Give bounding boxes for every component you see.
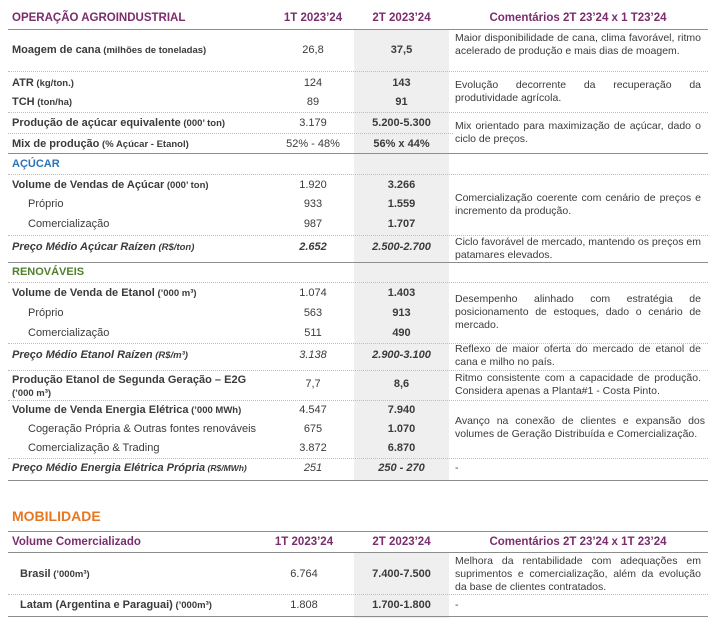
row-moagem-v1: 26,8 — [302, 44, 324, 56]
row-divider — [8, 594, 708, 595]
mob-header-divider — [8, 552, 708, 553]
mob-latam-v2: 1.700-1.800 — [372, 599, 431, 611]
section-divider — [8, 262, 708, 263]
acucar-proprio-label: Próprio — [28, 198, 64, 210]
comment-atr: Evolução decorrente da recuperação da produtividade agrícola. — [455, 79, 701, 104]
row-moagem-v2: 37,5 — [390, 44, 413, 56]
etanol-proprio-v1: 563 — [303, 307, 323, 319]
mob-top-divider — [8, 531, 708, 532]
section-renovaveis-title: RENOVÁVEIS — [12, 266, 85, 278]
etanol-volume-v2: 1.403 — [387, 287, 416, 299]
mob-header-title: Volume Comercializado — [12, 536, 141, 548]
acucar-volume-label: Volume de Vendas de Açúcar (000’ ton) — [12, 179, 209, 191]
row-producao-label: Produção de açúcar equivalente (000’ ton) — [12, 117, 226, 129]
comment-moagem: Maior disponibilidade de cana, clima favorável, ritmo acelerado de produção e mais dias de moagem. — [455, 32, 701, 57]
acucar-proprio-v1: 933 — [303, 198, 323, 210]
etanol-volume-v1: 1.074 — [299, 287, 327, 299]
acucar-proprio-v2: 1.559 — [387, 198, 416, 210]
row-divider — [8, 400, 708, 401]
mob-col1-header: 1T 2023’24 — [274, 536, 334, 548]
energia-volume-v2: 7.940 — [387, 404, 416, 416]
trading-v2: 6.870 — [387, 442, 416, 454]
table-bottom-divider — [8, 480, 708, 481]
etanol-volume-label: Volume de Venda de Etanol (’000 m³) — [12, 287, 197, 299]
comments-header: Comentários 2T 23’24 x 1 T23’24 — [489, 12, 667, 24]
row-atr-label: ATR (kg/ton.) — [12, 77, 74, 89]
e2g-label: Produção Etanol de Segunda Geração – E2G (’000 m³) — [12, 374, 247, 399]
header-divider — [8, 29, 708, 30]
section-divider — [8, 153, 708, 154]
cogeracao-label: Cogeração Própria & Outras fontes renováveis — [28, 423, 257, 435]
energia-volume-label: Volume de Venda Energia Elétrica (’000 MWh) — [12, 404, 242, 416]
mob-comment-latam: - — [455, 599, 459, 611]
etanol-proprio-v2: 913 — [392, 307, 411, 319]
etanol-preco-v2: 2.900-3.100 — [372, 349, 431, 361]
row-tch-v1: 89 — [306, 96, 320, 108]
comment-e2g: Ritmo consistente com a capacidade de produção. Considera apenas a Planta#1 - Costa Pinto. — [455, 372, 701, 397]
row-divider — [8, 458, 708, 459]
etanol-preco-v1: 3.138 — [299, 349, 327, 361]
row-divider — [8, 71, 708, 72]
row-divider — [8, 112, 708, 113]
cogeracao-v1: 675 — [303, 423, 323, 435]
acucar-preco-label: Preço Médio Açúcar Raízen (R$/ton) — [12, 241, 195, 253]
col2-header: 2T 2023’24 — [372, 12, 431, 24]
row-mix-label: Mix de produção (% Açúcar - Etanol) — [12, 138, 189, 150]
mob-brasil-v1: 6.764 — [290, 568, 318, 580]
row-mix-v2: 56% x 44% — [373, 138, 430, 150]
row-producao-v2: 5.200-5.300 — [372, 117, 431, 129]
row-divider — [8, 174, 708, 175]
etanol-comerc-v2: 490 — [392, 327, 411, 339]
row-divider — [8, 282, 708, 283]
comment-etanol: Desempenho alinhado com estratégia de posicionamento de estoques, dado o cenário de mercado. — [455, 293, 701, 331]
mob-latam-label: Latam (Argentina e Paraguai) (’000m³) — [20, 599, 212, 611]
energia-preco-v1: 251 — [303, 462, 323, 474]
mob-brasil-v2: 7.400-7.500 — [372, 568, 431, 580]
etanol-preco-label: Preço Médio Etanol Raízen (R$/m³) — [12, 349, 188, 361]
trading-v1: 3.872 — [299, 442, 327, 454]
agro-title: OPERAÇÃO AGROINDUSTRIAL — [12, 12, 186, 24]
cogeracao-v2: 1.070 — [387, 423, 416, 435]
energia-preco-label: Preço Médio Energia Elétrica Própria (R$/MWh) — [12, 462, 247, 474]
mob-latam-v1: 1.808 — [290, 599, 318, 611]
row-atr-v2: 143 — [392, 77, 411, 89]
acucar-volume-v2: 3.266 — [387, 179, 416, 191]
row-moagem-label: Moagem de cana (milhões de toneladas) — [12, 44, 207, 56]
comment-energia: Avanço na conexão de clientes e expansão dos volumes de Geração Distribuída e Comercialização. — [455, 415, 705, 440]
acucar-comerc-v2: 1.707 — [387, 218, 416, 230]
section-mobilidade-title: MOBILIDADE — [12, 508, 101, 524]
trading-label: Comercialização & Trading — [28, 442, 160, 454]
energia-preco-v2: 250 - 270 — [378, 462, 425, 474]
row-tch-label: TCH (ton/ha) — [12, 96, 73, 108]
comment-mix: Mix orientado para maximização de açúcar, dado o ciclo de preços. — [455, 120, 701, 145]
mob-brasil-label: Brasil (’000m³) — [20, 568, 90, 580]
section-acucar-title: AÇÚCAR — [12, 158, 60, 170]
mob-col2-header: 2T 2023’24 — [372, 536, 431, 548]
mob-bottom-divider — [8, 616, 708, 617]
mob-comments-header: Comentários 2T 23’24 x 1T 23’24 — [489, 536, 667, 548]
energia-volume-v1: 4.547 — [299, 404, 327, 416]
comment-etanol-preco: Reflexo de maior oferta do mercado de etanol de cana e milho no país. — [455, 343, 701, 368]
row-divider — [8, 133, 453, 134]
comment-energia-preco: - — [455, 462, 459, 474]
row-atr-v1: 124 — [303, 77, 323, 89]
comment-acucar-preco: Ciclo favorável de mercado, mantendo os preços em patamares elevados. — [455, 236, 701, 261]
acucar-comerc-label: Comercialização — [28, 218, 110, 230]
row-producao-v1: 3.179 — [299, 117, 327, 129]
etanol-comerc-v1: 511 — [304, 327, 322, 339]
e2g-v1: 7,7 — [305, 378, 321, 390]
row-divider — [8, 370, 708, 371]
acucar-preco-v1: 2.652 — [299, 241, 327, 253]
etanol-comerc-label: Comercialização — [28, 327, 110, 339]
mob-comment-brasil: Melhora da rentabilidade com adequações em suprimentos e comercialização, além da evolução da base de clientes contratados. — [455, 555, 701, 593]
etanol-proprio-label: Próprio — [28, 307, 64, 319]
comment-acucar-volume: Comercialização coerente com cenário de preços e incremento da produção. — [455, 192, 701, 217]
acucar-preco-v2: 2.500-2.700 — [372, 241, 431, 253]
row-tch-v2: 91 — [395, 96, 408, 108]
e2g-v2: 8,6 — [393, 378, 410, 390]
acucar-comerc-v1: 987 — [303, 218, 323, 230]
row-mix-v1: 52% - 48% — [286, 138, 340, 150]
col1-header: 1T 2023’24 — [283, 12, 343, 24]
acucar-volume-v1: 1.920 — [299, 179, 327, 191]
